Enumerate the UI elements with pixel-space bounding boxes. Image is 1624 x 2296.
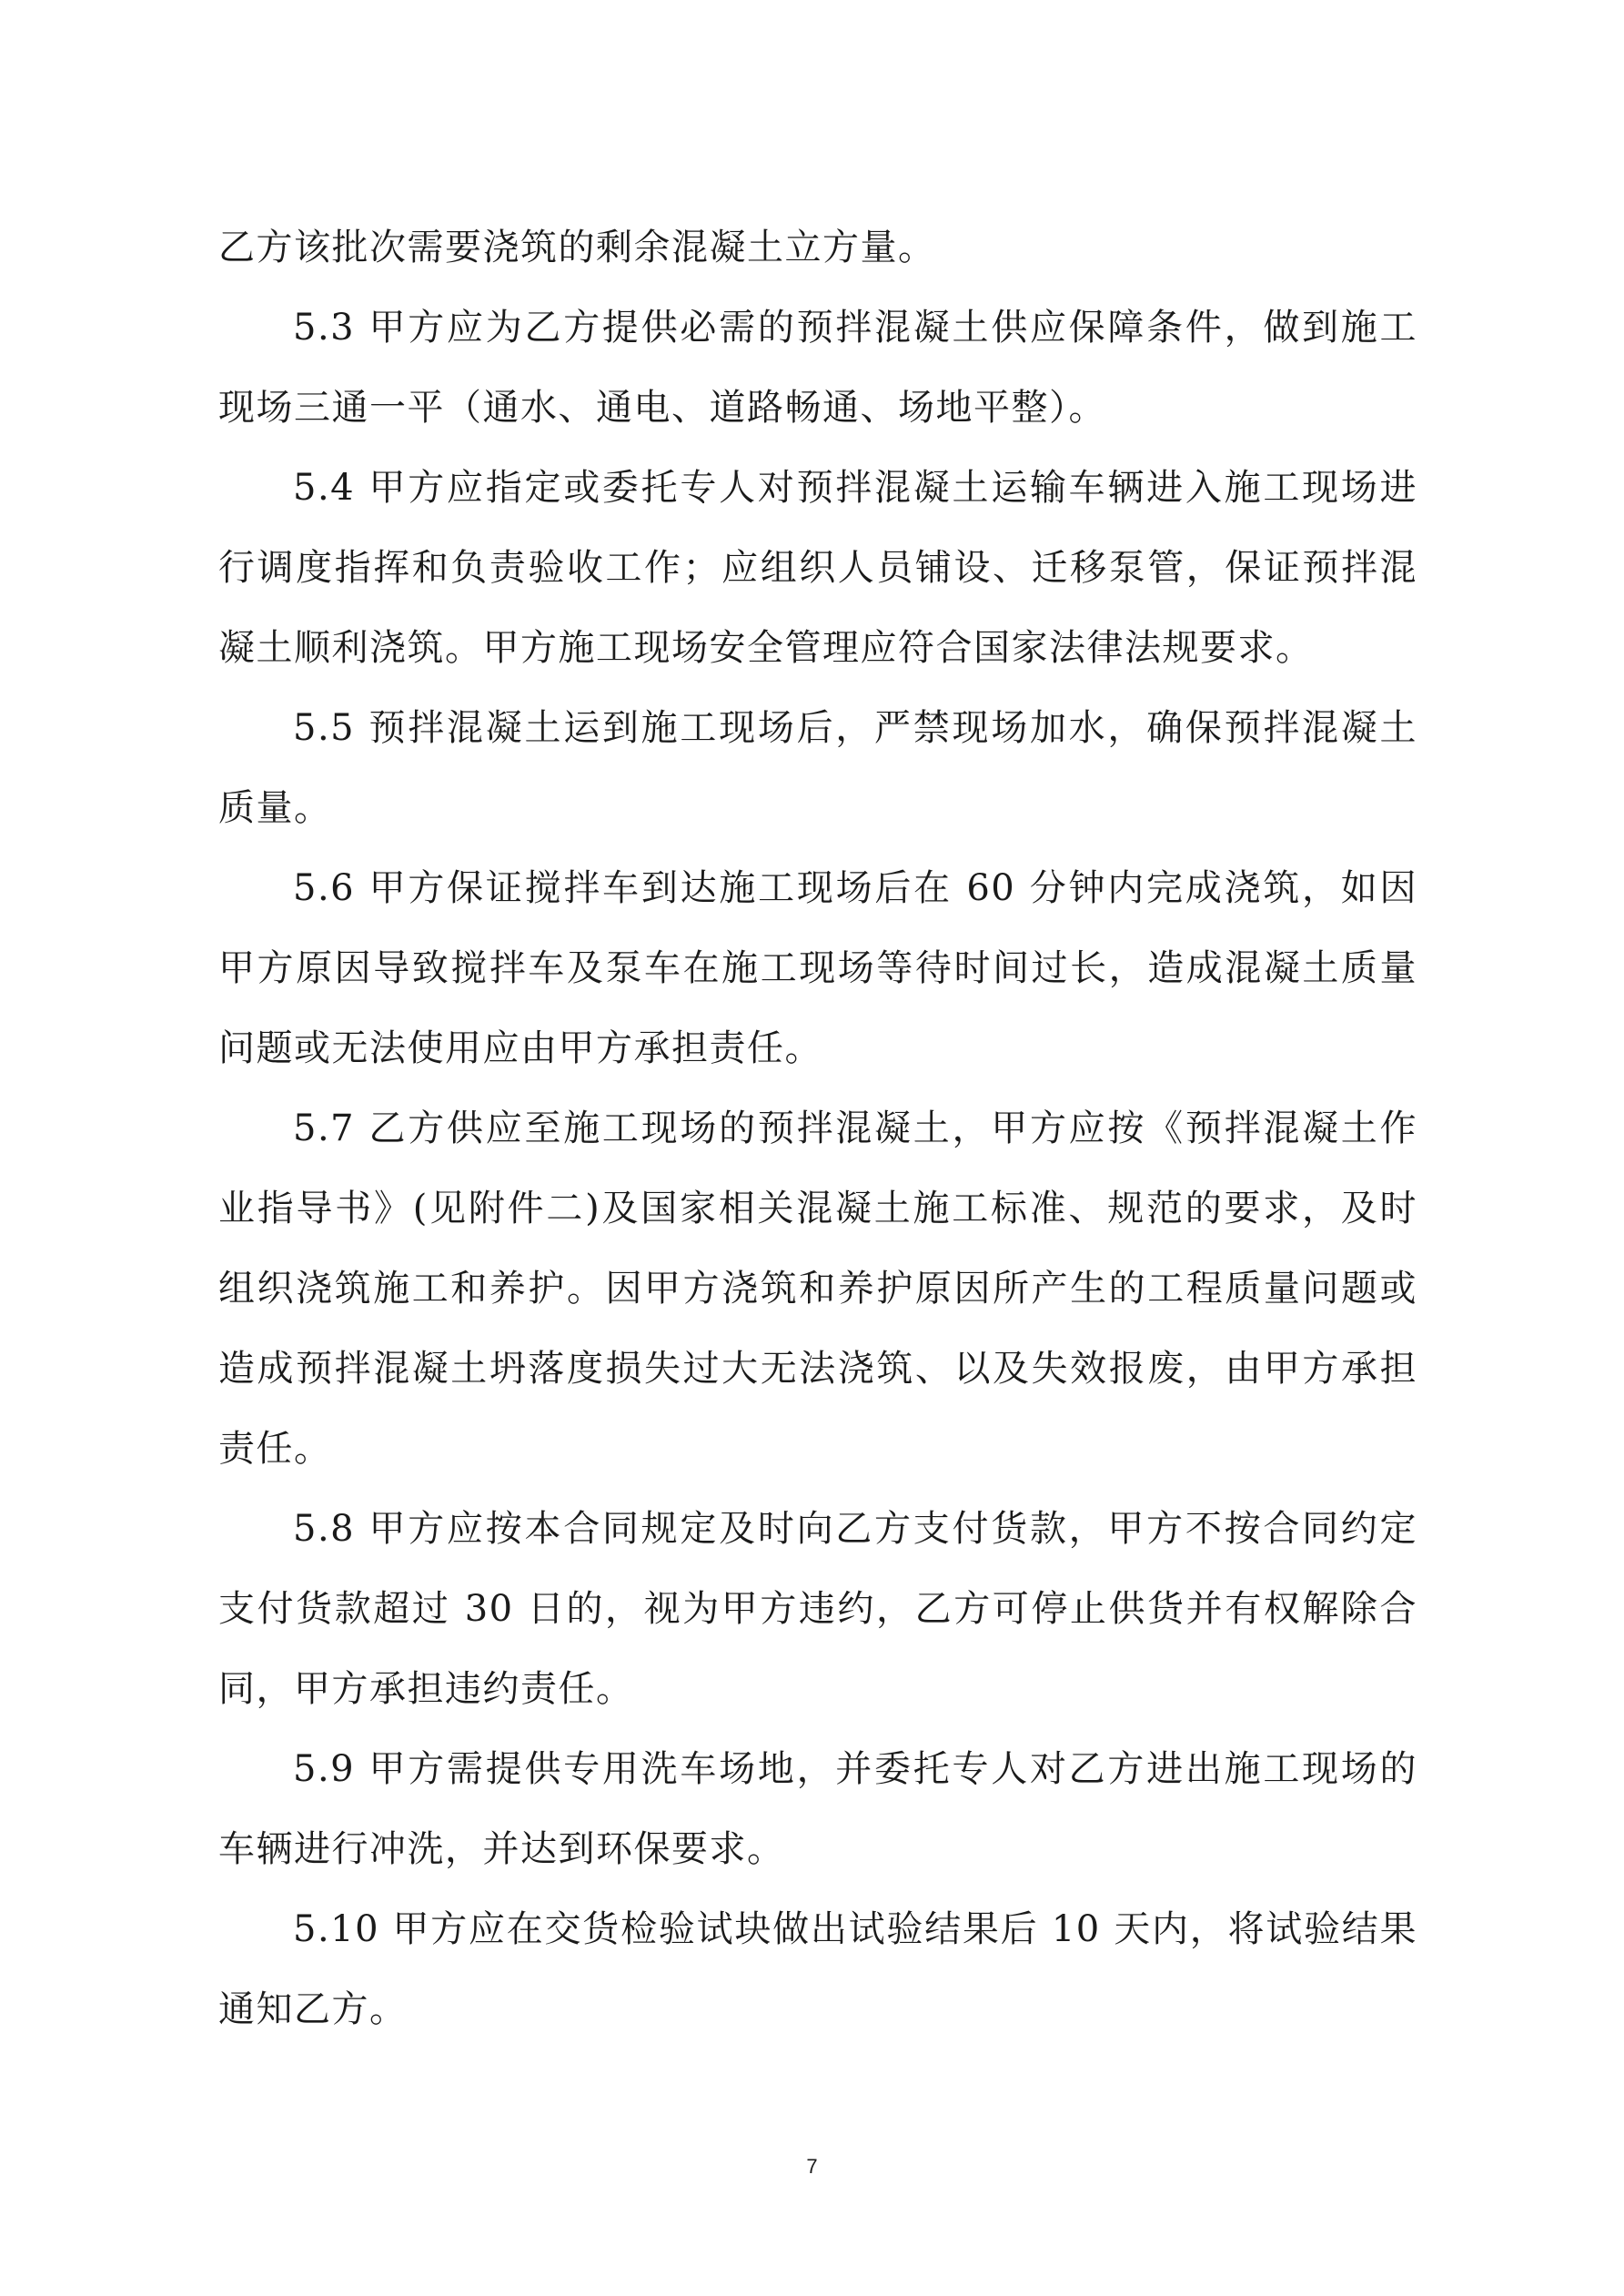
paragraph-clause-5-5: 5.5 预拌混凝土运到施工现场后，严禁现场加水，确保预拌混凝土质量。 [218,707,1417,829]
paragraph-clause-5-7: 5.7 乙方供应至施工现场的预拌混凝土，甲方应按《预拌混凝土作业指导书》(见附件二)及国家相关混凝土施工标准、规范的要求，及时组织浇筑施工和养护。因甲方浇筑和养护原因所产生的工程质量问题或造成预拌混凝土坍落度损失过大无法浇筑、以及失效报废，由甲方承担责任。 [218,1108,1417,1470]
paragraph-clause-5-8: 5.8 甲方应按本合同规定及时向乙方支付货款，甲方不按合同约定支付货款超过 30 日的，视为甲方违约，乙方可停止供货并有权解除合同，甲方承担违约责任。 [218,1508,1417,1710]
paragraph-continuation: 乙方该批次需要浇筑的剩余混凝土立方量。 [218,227,936,268]
paragraph-clause-5-10: 5.10 甲方应在交货检验试块做出试验结果后 10 天内，将试验结果通知乙方。 [218,1908,1417,2030]
page-number: 7 [806,2155,818,2178]
document-body [218,207,1417,2049]
paragraph-clause-5-4: 5.4 甲方应指定或委托专人对预拌混凝土运输车辆进入施工现场进行调度指挥和负责验收工作；应组织人员铺设、迁移泵管，保证预拌混凝土顺利浇筑。甲方施工现场安全管理应符合国家法律法规要求。 [218,467,1417,669]
paragraph-clause-5-6: 5.6 甲方保证搅拌车到达施工现场后在 60 分钟内完成浇筑，如因甲方原因导致搅拌车及泵车在施工现场等待时间过长，造成混凝土质量问题或无法使用应由甲方承担责任。 [218,867,1417,1069]
paragraph-clause-5-3: 5.3 甲方应为乙方提供必需的预拌混凝土供应保障条件，做到施工现场三通一平（通水、通电、道路畅通、场地平整）。 [218,307,1417,429]
paragraph-clause-5-9: 5.9 甲方需提供专用洗车场地，并委托专人对乙方进出施工现场的车辆进行冲洗，并达到环保要求。 [218,1748,1417,1870]
